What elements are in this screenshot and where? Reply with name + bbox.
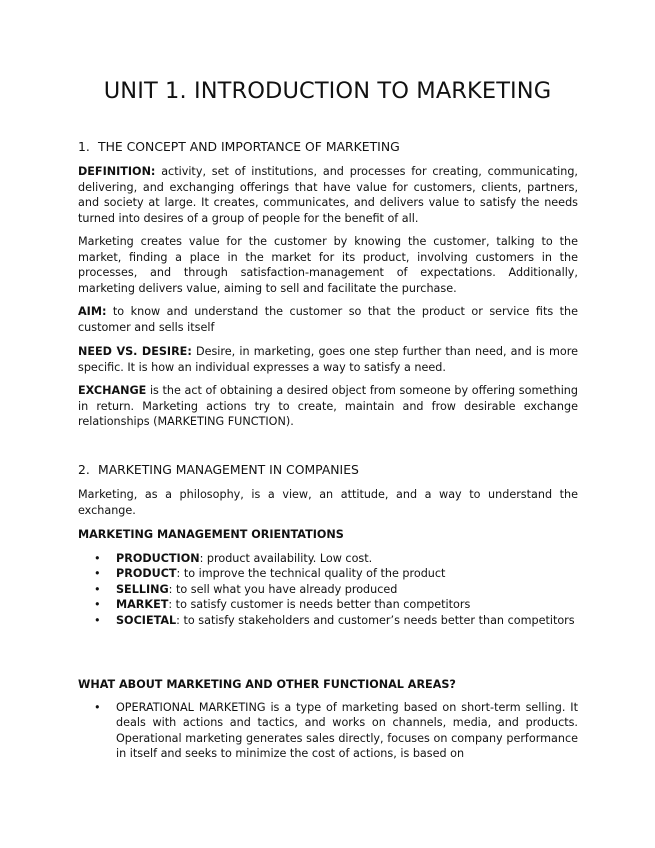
marketing-philosophy-paragraph: Marketing, as a philosophy, is a view, an attitude, and a way to understand the exchange. <box>78 488 578 517</box>
list-item <box>78 700 578 762</box>
orientation-text: : to improve the technical quality of the product <box>176 567 446 581</box>
operational-marketing-text: OPERATIONAL MARKETING is a type of marketing based on short-term selling. It deals with actions and tactics, and works on channels, media, and products. Operational marketing generates sales directly, focuses on company performance in itself and seeks to minimize the cost of actions, is based on <box>116 701 578 761</box>
section-title-1: THE CONCEPT AND IMPORTANCE OF MARKETING <box>98 139 400 154</box>
bullet-icon: • <box>94 598 101 612</box>
functional-areas-heading: WHAT ABOUT MARKETING AND OTHER FUNCTIONAL AREAS? <box>78 678 456 691</box>
exchange-term: EXCHANGE <box>78 384 147 397</box>
section-heading-1 <box>78 139 400 155</box>
exchange-text: is the act of obtaining a desired object from someone by offering something in return. Marketing actions try to create, maintain and frow desirable exchange relationships (MARKETING FUNCTION). <box>78 384 578 429</box>
section-number-2: 2. <box>78 462 90 477</box>
aim-term: AIM: <box>78 305 107 318</box>
orientation-text: : product availability. Low cost. <box>199 552 373 565</box>
section-number-1: 1. <box>78 139 90 154</box>
orientation-term: SELLING <box>116 582 169 596</box>
aim-text: to know and understand the customer so that the product or service fits the customer and sells itself <box>78 305 578 334</box>
bullet-icon: • <box>94 613 101 627</box>
orientation-term: SOCIETAL <box>116 613 177 627</box>
orientation-term: PRODUCT <box>116 567 177 581</box>
orientations-list <box>78 551 578 628</box>
orientation-text: : to satisfy stakeholders and customer’s needs better than competitors <box>176 613 575 627</box>
orientation-term: PRODUCTION <box>116 552 200 565</box>
list-item <box>78 566 578 581</box>
page-title: UNIT 1. INTRODUCTION TO MARKETING <box>103 78 552 104</box>
definition-paragraph <box>78 164 578 226</box>
aim-paragraph <box>78 304 578 335</box>
list-item <box>78 551 578 566</box>
section-title-2: MARKETING MANAGEMENT IN COMPANIES <box>98 462 359 477</box>
section-heading-2 <box>78 462 359 478</box>
need-desire-text: Desire, in marketing, goes one step further than need, and is more specific. It is how an individual expresses a way to satisfy a need. <box>78 345 578 374</box>
orientation-text: : to sell what you have already produced <box>168 582 398 596</box>
orientation-term: MARKET <box>116 598 169 612</box>
need-desire-term: NEED VS. DESIRE: <box>78 345 192 358</box>
bullet-icon: • <box>94 582 101 596</box>
bullet-icon: • <box>94 701 101 714</box>
bullet-icon: • <box>94 567 101 581</box>
list-item <box>78 613 578 628</box>
value-paragraph: Marketing creates value for the customer by knowing the customer, talking to the market, finding a place in the market for its product, involving customers in the processes, and through satisfaction-management of expectations. Additionally, marketing delivers value, aiming to sell and facilitate the purchase. <box>78 235 578 295</box>
exchange-paragraph <box>78 383 578 430</box>
orientation-text: : to satisfy customer is needs better than competitors <box>168 598 471 612</box>
orientations-heading: MARKETING MANAGEMENT ORIENTATIONS <box>78 528 344 541</box>
bullet-icon: • <box>94 552 101 565</box>
need-desire-paragraph <box>78 344 578 375</box>
list-item <box>78 582 578 597</box>
definition-term: DEFINITION: <box>78 165 156 178</box>
list-item <box>78 597 578 612</box>
definition-text: activity, set of institutions, and processes for creating, communicating, delivering, and exchanging offerings that have value for customers, clients, partners, and society at large. It creates, communicates, and delivers value to satisfy the needs turned into desires of a group of people for the benefit of all. <box>78 165 578 225</box>
functional-areas-list <box>78 700 578 762</box>
